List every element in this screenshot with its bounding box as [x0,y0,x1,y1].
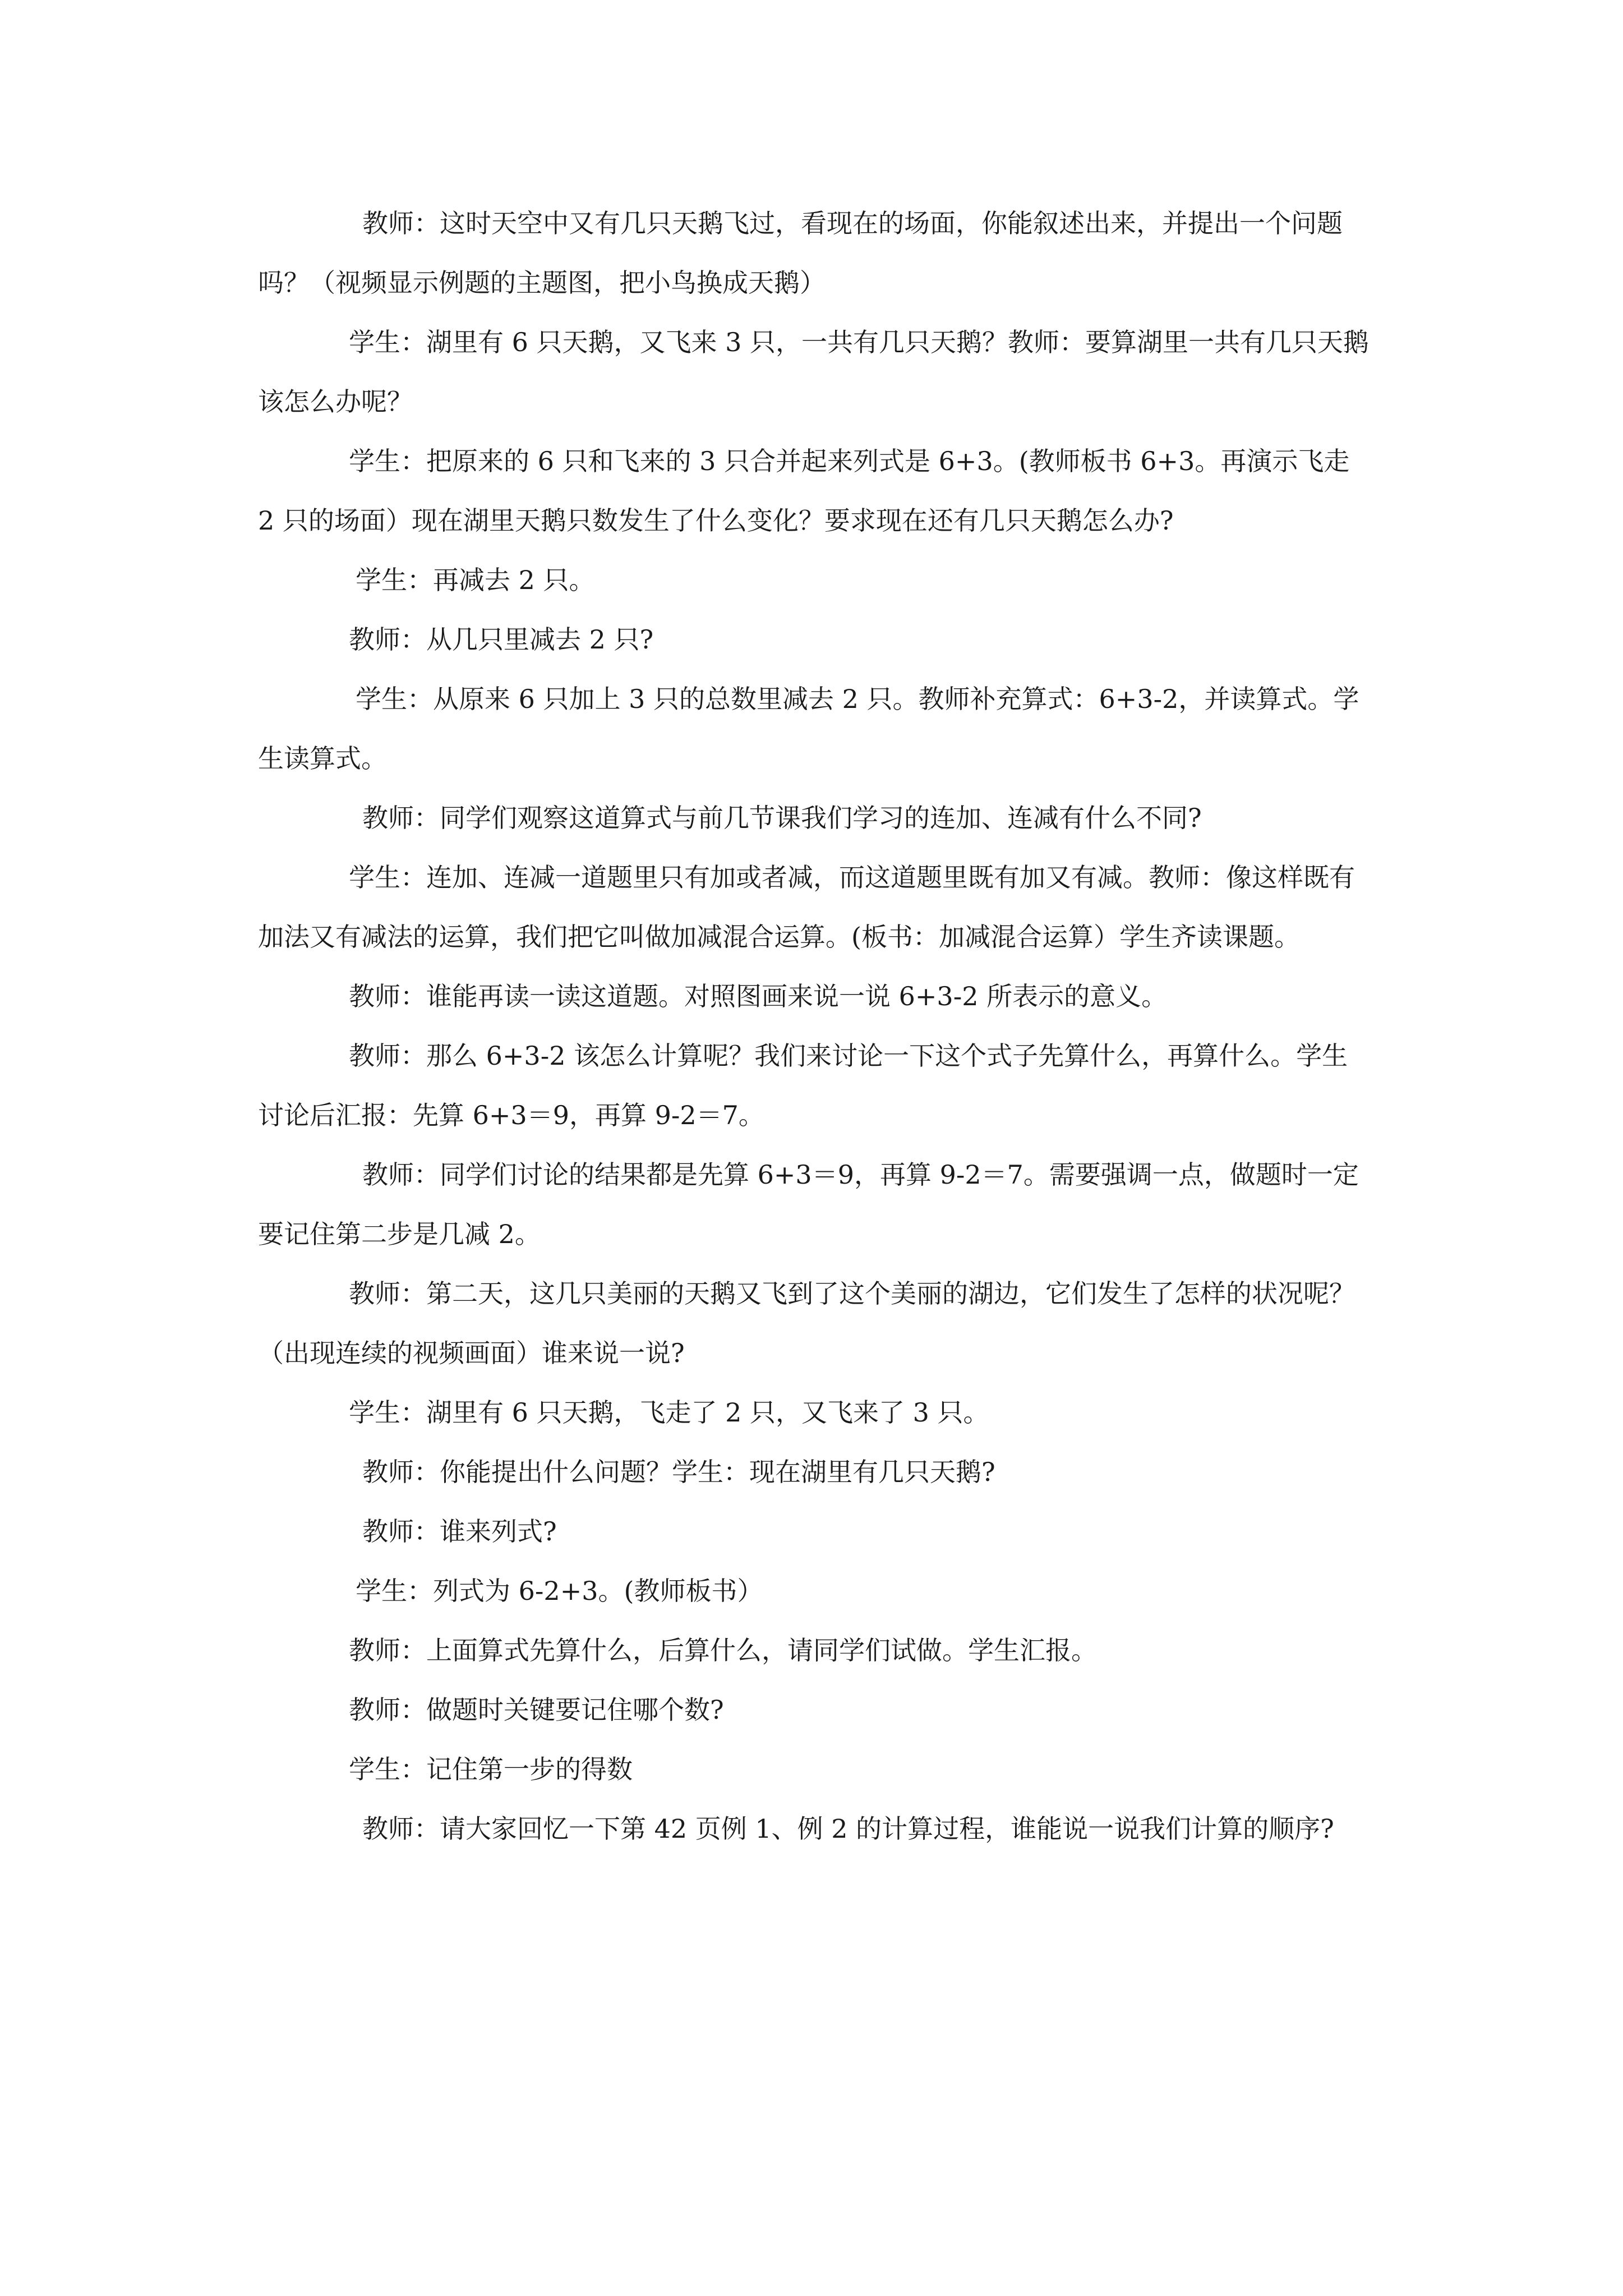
paragraph: 教师：请大家回忆一下第 42 页例 1、例 2 的计算过程，谁能说一说我们计算的顺序? [362,1814,1334,1844]
paragraph: 教师：谁来列式? [362,1516,557,1547]
paragraph: 学生：从原来 6 只加上 3 只的总数里减去 2 只。教师补充算式：6+3-2，并读算式。学生读算式。 [258,684,1359,774]
paragraph: 教师：同学们观察这道算式与前几节课我们学习的连加、连减有什么不同? [362,803,1202,833]
document-body [258,194,1373,1858]
paragraph: 教师：第二天，这几只美丽的天鹅又飞到了这个美丽的湖边，它们发生了怎样的状况呢？（出现连续的视频画面）谁来说一说? [258,1278,1355,1368]
paragraph: 教师：同学们讨论的结果都是先算 6+3＝9，再算 9-2＝7。需要强调一点，做题时一定要记住第二步是几减 2。 [258,1159,1359,1249]
paragraph: 学生：湖里有 6 只天鹅，又飞来 3 只，一共有几只天鹅？教师：要算湖里一共有几只天鹅该怎么办呢？ [258,327,1370,417]
paragraph: 教师：做题时关键要记住哪个数? [349,1695,724,1725]
paragraph: 学生：湖里有 6 只天鹅，飞走了 2 只，又飞来了 3 只。 [349,1397,989,1428]
paragraph: 学生：列式为 6-2+3。(教师板书） [356,1576,763,1606]
paragraph: 学生：再减去 2 只。 [356,565,595,595]
paragraph: 教师：上面算式先算什么，后算什么，请同学们试做。学生汇报。 [349,1635,1097,1665]
paragraph: 教师：那么 6+3-2 该怎么计算呢？我们来讨论一下这个式子先算什么，再算什么。学生讨论后汇报：先算 6+3＝9，再算 9-2＝7。 [258,1041,1348,1130]
paragraph: 教师：你能提出什么问题？学生：现在湖里有几只天鹅? [362,1457,995,1487]
paragraph: 教师：这时天空中又有几只天鹅飞过，看现在的场面，你能叙述出来，并提出一个问题吗？（视频显示例题的主题图，把小鸟换成天鹅） [258,208,1343,298]
paragraph: 学生：记住第一步的得数 [349,1754,633,1784]
paragraph: 教师：谁能再读一读这道题。对照图画来说一说 6+3-2 所表示的意义。 [349,981,1168,1011]
paragraph: 学生：连加、连减一道题里只有加或者减，而这道题里既有加又有减。教师：像这样既有加法又有减法的运算，我们把它叫做加减混合运算。(板书：加减混合运算）学生齐读课题。 [258,862,1355,952]
paragraph: 教师：从几只里减去 2 只? [349,624,654,655]
paragraph: 学生：把原来的 6 只和飞来的 3 只合并起来列式是 6+3。(教师板书 6+3。再演示飞走 2 只的场面）现在湖里天鹅只数发生了什么变化？要求现在还有几只天鹅怎么办? [258,446,1350,536]
